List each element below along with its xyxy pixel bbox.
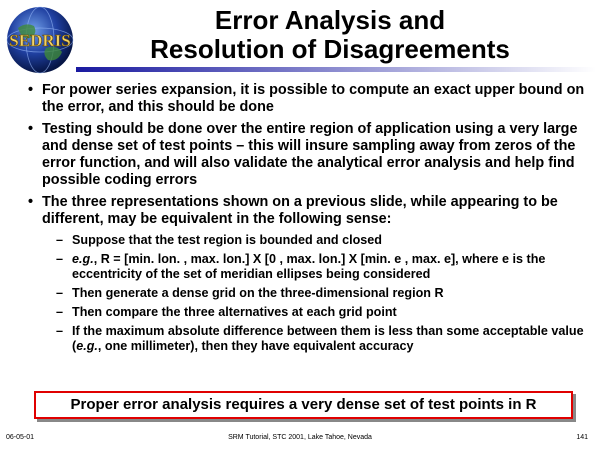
bullet-dot-icon: • xyxy=(28,82,34,98)
bullet-item xyxy=(28,82,588,116)
footer-center-text: SRM Tutorial, STC 2001, Lake Tahoe, Nevada xyxy=(228,434,372,441)
callout-box: Proper error analysis requires a very dense set of test points in R xyxy=(34,391,573,419)
footer-date: 06-05-01 xyxy=(6,434,35,441)
sedris-logo xyxy=(4,4,76,76)
title-line-2: Resolution of Disagreements xyxy=(150,34,510,64)
dash-icon: – xyxy=(56,305,64,319)
sub-bullet-text xyxy=(72,324,584,353)
italic-eg: e.g. xyxy=(76,339,98,353)
page-number: 141 xyxy=(576,434,588,441)
title-underline xyxy=(76,67,596,72)
sub-bullet-rest: , R = [min. lon. , max. lon.] X [0 , max. lon.] X [min. e , max. e], where e is the eccentricity of the set of meridian ellipses being considered xyxy=(72,252,546,281)
sub-bullet-item xyxy=(28,286,588,301)
sub-bullet-item xyxy=(28,324,588,354)
bullet-item xyxy=(28,194,588,228)
sub-bullet-item xyxy=(28,252,588,282)
bullet-text: For power series expansion, it is possible to compute an exact upper bound on the error, and this should be done xyxy=(42,82,585,115)
bullet-dot-icon: • xyxy=(28,121,34,137)
dash-icon: – xyxy=(56,286,64,300)
sub-bullet-text: Suppose that the test region is bounded and closed xyxy=(72,233,382,247)
sub-bullet-item xyxy=(28,233,588,248)
bullet-dot-icon: • xyxy=(28,194,34,210)
dash-icon: – xyxy=(56,252,64,266)
sub-bullet-text: Then generate a dense grid on the three-dimensional region R xyxy=(72,286,444,300)
dash-icon: – xyxy=(56,324,64,338)
sub-bullet-part-a: If the maximum absolute difference between them is less than some acceptable value ( xyxy=(72,324,584,353)
bullet-text: Testing should be done over the entire region of application using a very large and dense set of test points – this will insure sampling away from zeros of the error function, and will also validate the analytical error analysis and help find possible coding errors xyxy=(42,121,578,188)
sub-bullet-text: Then compare the three alternatives at each grid point xyxy=(72,305,397,319)
title-line-1: Error Analysis and xyxy=(214,5,446,35)
logo-text: SEDRIS xyxy=(9,31,71,50)
bullet-item xyxy=(28,121,588,189)
sub-bullet-item xyxy=(28,305,588,320)
slide-content xyxy=(28,82,588,358)
slide-title xyxy=(90,6,570,64)
dash-icon: – xyxy=(56,233,64,247)
italic-eg: e.g. xyxy=(72,252,94,266)
bullet-text: The three representations shown on a previous slide, while appearing to be different, may be equivalent in the following sense: xyxy=(42,194,558,227)
sub-bullet-text xyxy=(72,252,545,281)
sub-bullet-part-b: , one millimeter), then they have equivalent accuracy xyxy=(97,339,414,353)
